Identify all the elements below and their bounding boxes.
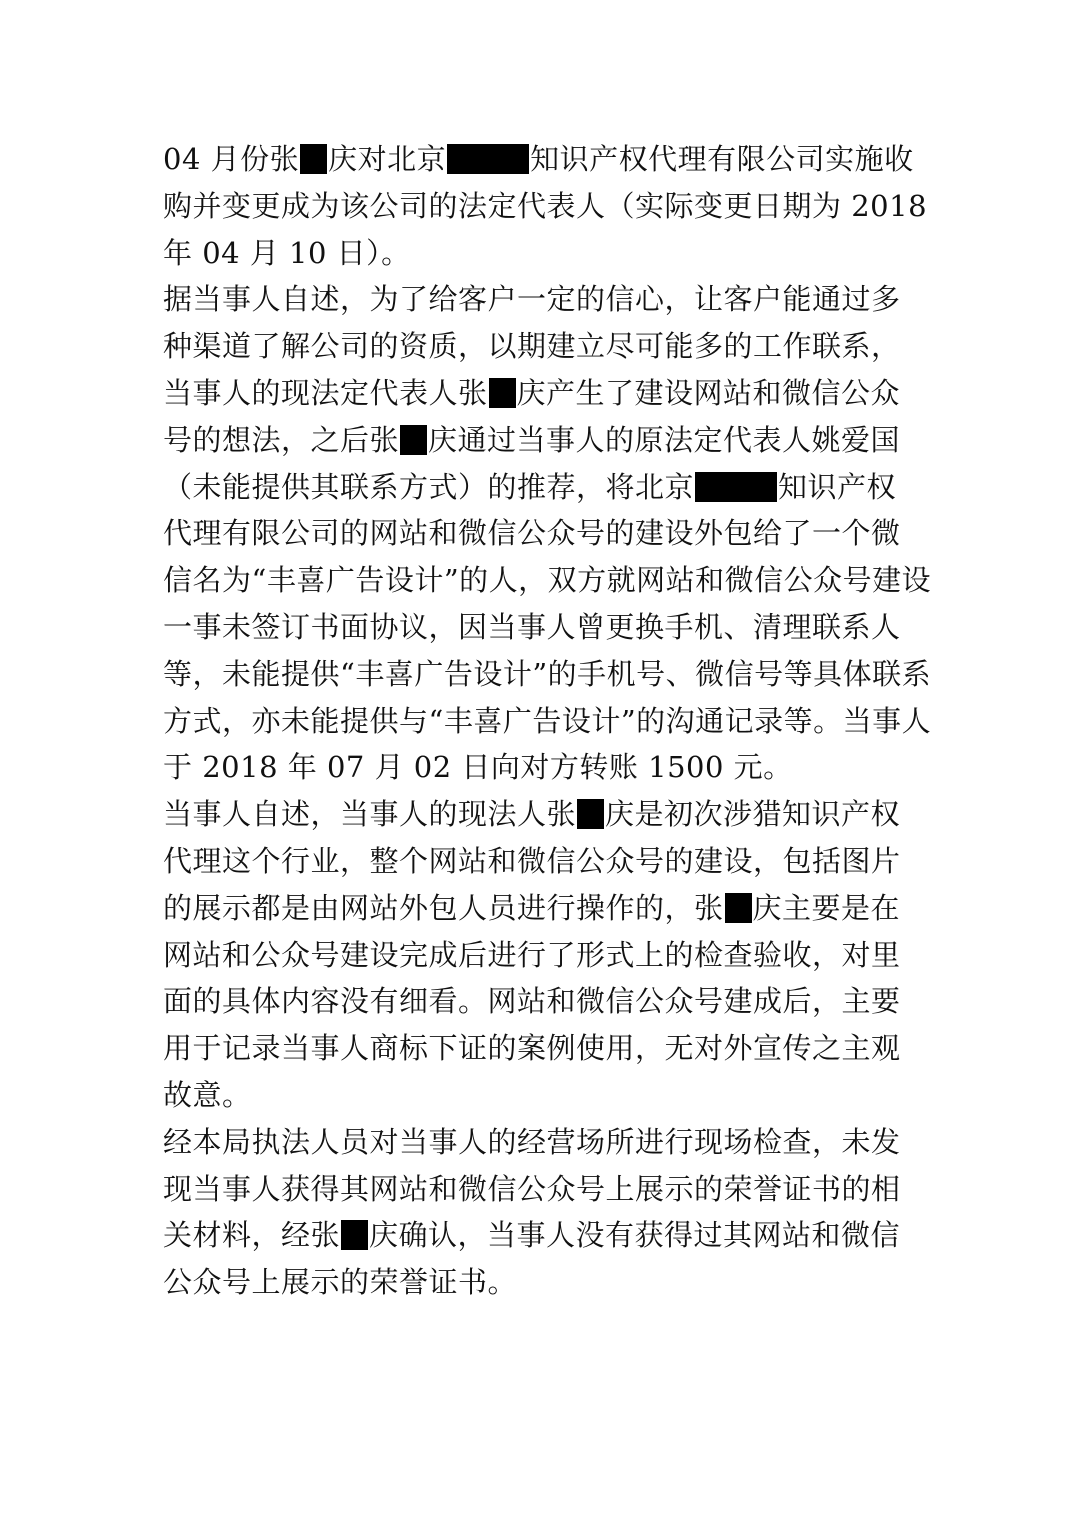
- text-line: [163, 885, 923, 932]
- text-segment: 公众号上展示的荣誉证书。: [163, 1265, 518, 1300]
- text-line: [163, 838, 923, 885]
- text-segment: 当事人的现法定代表人张: [163, 375, 488, 410]
- text-segment: 号的想法，之后张: [163, 422, 400, 457]
- text-segment: 年 04 月 10 日）。: [163, 235, 411, 270]
- text-segment: 于 2018 年 07 月 02 日向对方转账 1500 元。: [163, 750, 793, 785]
- text-line: [163, 136, 923, 183]
- text-line: [163, 276, 923, 323]
- text-segment: 的展示都是由网站外包人员进行操作的，张: [163, 890, 724, 925]
- text-segment: （未能提供其联系方式）的推荐，将北京: [163, 469, 695, 504]
- text-segment: 故意。: [163, 1077, 252, 1112]
- text-line: [163, 510, 923, 557]
- text-line: [163, 932, 923, 979]
- text-segment: 等，未能提供“丰喜广告设计”的手机号、微信号等具体联系: [163, 656, 932, 691]
- text-segment: 现当事人获得其网站和微信公众号上展示的荣誉证书的相: [163, 1171, 901, 1206]
- text-segment: 代理有限公司的网站和微信公众号的建设外包给了一个微: [163, 516, 901, 551]
- text-segment: 用于记录当事人商标下证的案例使用，无对外宣传之主观: [163, 1031, 901, 1066]
- text-line: [163, 417, 923, 464]
- text-line: [163, 1119, 923, 1166]
- text-segment: 代理这个行业，整个网站和微信公众号的建设，包括图片: [163, 843, 901, 878]
- redaction-block: [341, 1220, 368, 1250]
- text-line: [163, 698, 932, 745]
- text-line: [163, 978, 923, 1025]
- text-line: [163, 1166, 923, 1213]
- text-line: [163, 744, 923, 791]
- text-line: [163, 1212, 923, 1259]
- text-line: [163, 464, 923, 511]
- text-segment: 庆主要是在: [752, 890, 901, 925]
- text-segment: 面的具体内容没有细看。网站和微信公众号建成后，主要: [163, 984, 901, 1019]
- text-line: [163, 230, 923, 277]
- text-line: [163, 370, 923, 417]
- text-line: [163, 557, 932, 604]
- text-segment: 庆是初次涉猎知识产权: [605, 797, 901, 832]
- text-segment: 关材料，经张: [163, 1218, 341, 1253]
- text-segment: 一事未签订书面协议，因当事人曾更换手机、清理联系人: [163, 609, 901, 644]
- text-segment: 种渠道了解公司的资质，以期建立尽可能多的工作联系，: [163, 329, 901, 364]
- text-segment: 购并变更成为该公司的法定代表人（实际变更日期为 2018: [163, 188, 928, 223]
- text-segment: 庆通过当事人的原法定代表人姚爱国: [428, 422, 901, 457]
- text-segment: 知识产权代理有限公司实施收: [530, 142, 914, 176]
- text-segment: 庆确认，当事人没有获得过其网站和微信: [369, 1218, 901, 1253]
- text-segment: 庆对北京: [328, 142, 447, 176]
- text-segment: 当事人自述，当事人的现法人张: [163, 797, 577, 832]
- text-segment: 知识产权: [778, 469, 897, 504]
- text-line: [163, 323, 923, 370]
- redaction-block: [300, 144, 327, 174]
- text-line: [163, 1025, 923, 1072]
- redaction-block: [447, 144, 529, 174]
- text-line: [163, 1072, 923, 1119]
- text-segment: 04 月份张: [163, 142, 300, 176]
- text-line: [163, 791, 923, 838]
- text-segment: 网站和公众号建设完成后进行了形式上的检查验收，对里: [163, 937, 901, 972]
- document-body: [163, 136, 932, 1306]
- text-segment: 信名为“丰喜广告设计”的人，双方就网站和微信公众号建设: [163, 563, 932, 598]
- text-segment: 庆产生了建设网站和微信公众: [516, 375, 901, 410]
- text-line: [163, 183, 928, 230]
- text-line: [163, 1259, 923, 1306]
- text-segment: 方式，亦未能提供与“丰喜广告设计”的沟通记录等。当事人: [163, 703, 932, 738]
- text-segment: 据当事人自述，为了给客户一定的信心，让客户能通过多: [163, 282, 901, 317]
- text-segment: 经本局执法人员对当事人的经营场所进行现场检查，未发: [163, 1124, 901, 1159]
- redaction-block: [489, 378, 516, 408]
- redaction-block: [400, 425, 427, 455]
- redaction-block: [725, 893, 752, 923]
- text-line: [163, 651, 932, 698]
- redaction-block: [695, 472, 777, 502]
- text-line: [163, 604, 923, 651]
- redaction-block: [577, 799, 604, 829]
